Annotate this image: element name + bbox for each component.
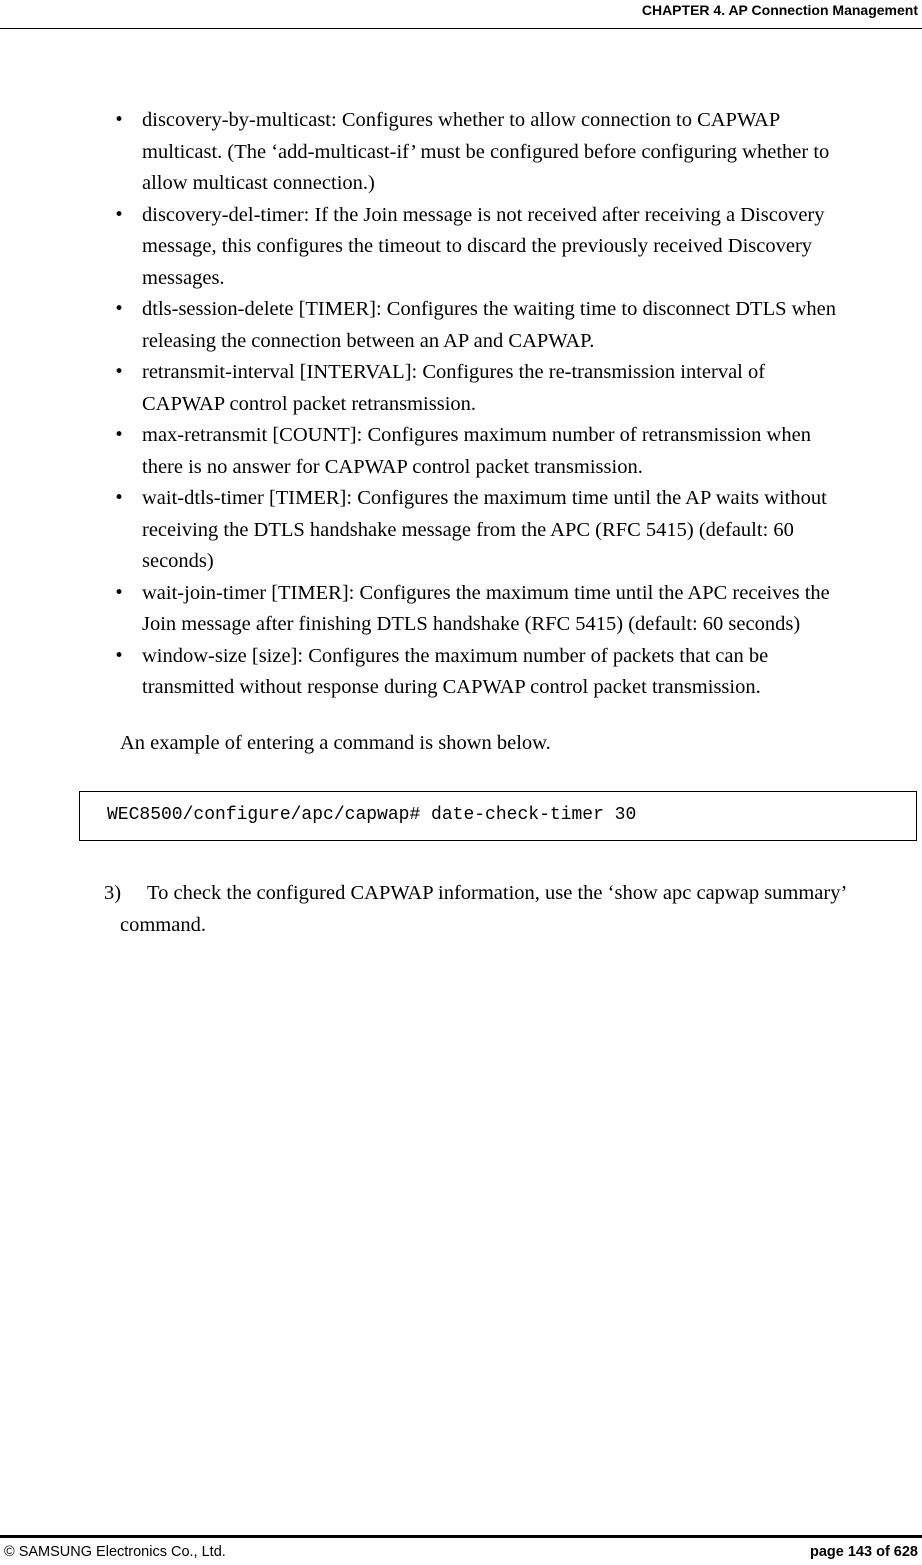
bullet-item <box>0 105 922 200</box>
bullet-text-line: CAPWAP control packet retransmission. <box>142 392 477 415</box>
bullet-dot-icon: • <box>114 204 125 225</box>
bullet-text-line: releasing the connection between an AP and CAPWAP. <box>142 329 595 352</box>
bullet-text-line: Join message after finishing DTLS handshake (RFC 5415) (default: 60 seconds) <box>142 613 801 635</box>
bullet-item <box>0 578 922 641</box>
bullet-text-line: retransmit-interval [INTERVAL]: Configures the re-transmission interval of <box>142 361 766 383</box>
bullet-text-line: there is no answer for CAPWAP control packet transmission. <box>142 455 643 478</box>
bullet-item <box>0 420 922 483</box>
bullet-text-line: discovery-by-multicast: Configures whether to allow connection to CAPWAP <box>142 109 781 131</box>
bullet-dot-icon: • <box>114 110 125 130</box>
bullet-dot-icon: • <box>114 425 125 445</box>
bullet-item <box>0 357 922 420</box>
example-intro-text: An example of entering a command is shown below. <box>120 732 551 754</box>
bullet-item <box>0 483 922 578</box>
bullet-text-line: message, this configures the timeout to discard the previously received Discovery <box>142 235 813 257</box>
bullet-item <box>0 200 922 295</box>
bullet-text-line: transmitted without response during CAPWAP control packet transmission. <box>142 676 761 698</box>
bullet-dot-icon: • <box>114 645 125 666</box>
step-text-line: command. <box>120 913 206 936</box>
bullet-text-line: discovery-del-timer: If the Join message is not received after receiving a Discovery <box>142 203 825 226</box>
step-number: 3) <box>104 882 122 904</box>
bullet-dot-icon: • <box>114 299 125 319</box>
footer-page-number: page 143 of 628 <box>810 1544 918 1560</box>
bullet-text-line: seconds) <box>142 550 214 572</box>
command-example-box <box>79 791 917 841</box>
footer-divider <box>0 1535 922 1538</box>
bullet-text-line: multicast. (The ‘add-multicast-if’ must be configured before configuring whether to <box>142 140 830 163</box>
page-header <box>0 0 922 29</box>
bullet-text-line: receiving the DTLS handshake message from the APC (RFC 5415) (default: 60 <box>142 518 794 541</box>
numbered-step <box>0 878 922 941</box>
command-example-text: WEC8500/configure/apc/capwap# date-check-timer 30 <box>107 805 637 825</box>
bullet-text-line: wait-dtls-timer [TIMER]: Configures the maximum time until the AP waits without <box>142 487 827 509</box>
chapter-title: CHAPTER 4. AP Connection Management <box>641 2 918 18</box>
bullet-item <box>0 641 922 704</box>
step-text-line: To check the configured CAPWAP information, use the ‘show apc capwap summary’ <box>147 882 848 904</box>
bullet-text-line: max-retransmit [COUNT]: Configures maximum number of retransmission when <box>142 424 811 446</box>
option-bullet-list <box>0 105 922 704</box>
bullet-item <box>0 294 922 357</box>
bullet-text-line: dtls-session-delete [TIMER]: Configures the waiting time to disconnect DTLS when <box>142 298 837 320</box>
bullet-text-line: allow multicast connection.) <box>142 172 375 194</box>
bullet-dot-icon: • <box>114 582 125 603</box>
bullet-dot-icon: • <box>114 488 125 508</box>
bullet-text-line: wait-join-timer [TIMER]: Configures the maximum time until the APC receives the <box>142 581 830 604</box>
bullet-text-line: messages. <box>142 266 225 289</box>
bullet-text-line: window-size [size]: Configures the maximum number of packets that can be <box>142 644 769 667</box>
bullet-dot-icon: • <box>114 362 125 382</box>
footer-copyright: © SAMSUNG Electronics Co., Ltd. <box>4 1544 226 1560</box>
